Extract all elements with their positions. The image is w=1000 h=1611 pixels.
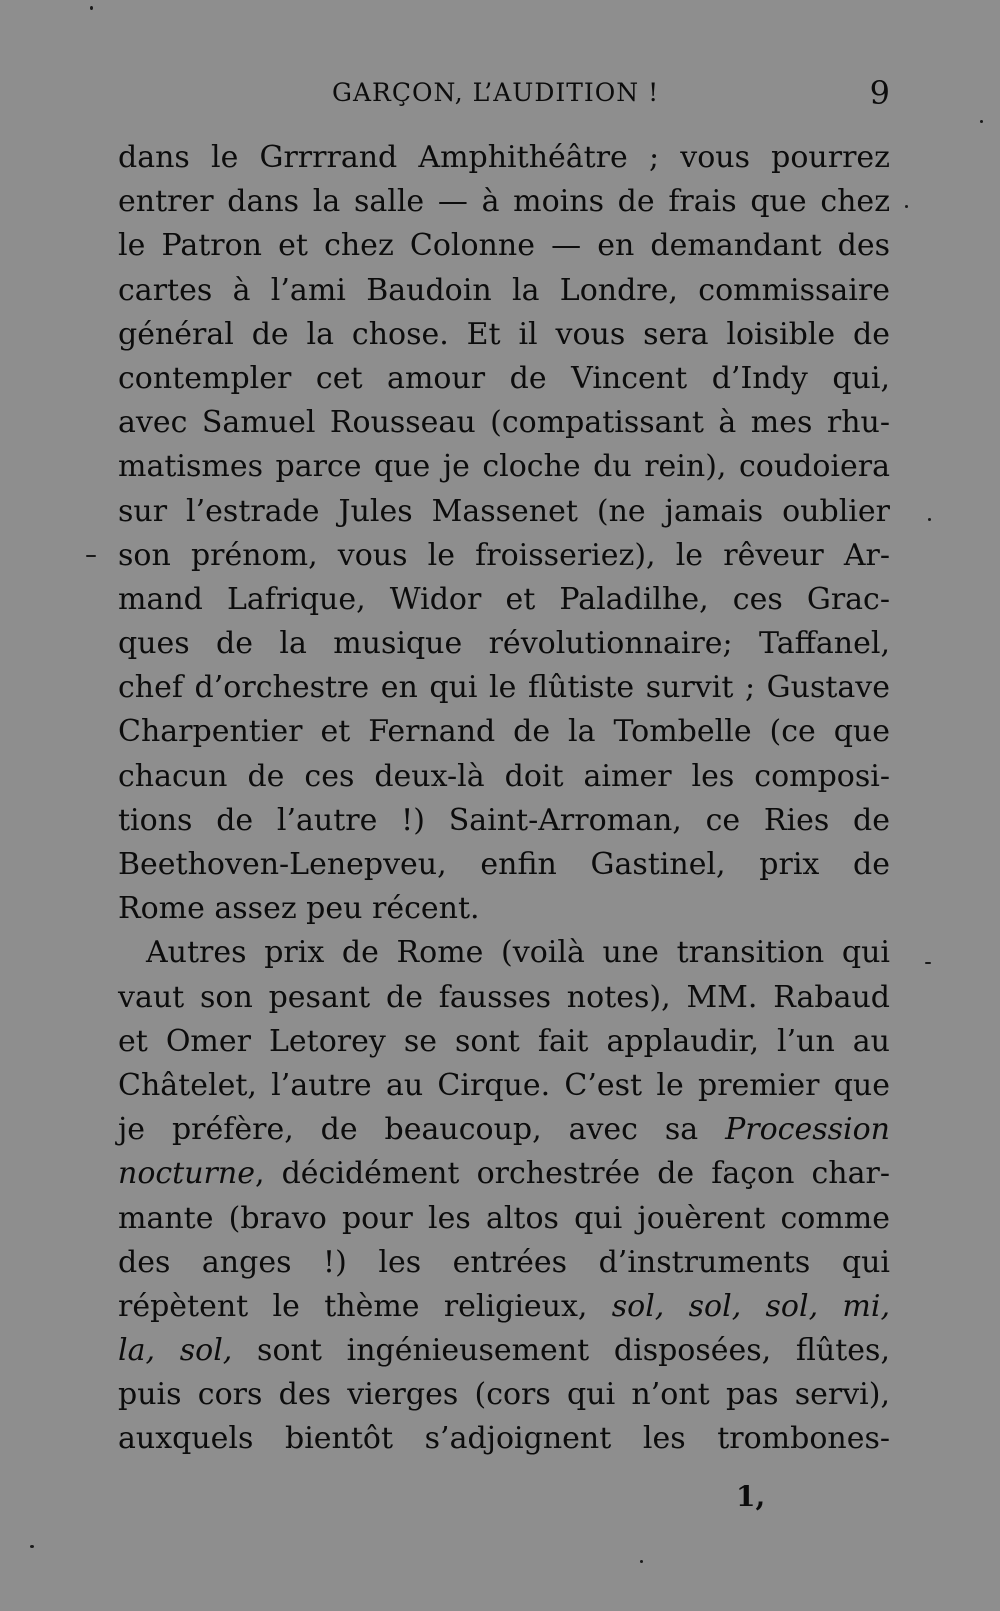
text-line: Beethoven-Lenepveu, enfin Gastinel, prix de [118, 847, 890, 882]
text-line: et Omer Letorey se sont fait applaudir, l’un au [118, 1023, 890, 1059]
text-line: des anges !) les entrées d’instruments qui [118, 1244, 890, 1280]
running-head [118, 74, 890, 114]
text-line: son prénom, vous le froisseriez), le rêveur Ar- [118, 537, 890, 573]
text-italic-notes: sol, sol, sol, mi, [611, 1288, 890, 1324]
text-line-mixed [118, 1108, 890, 1152]
text-line: avec Samuel Rousseau (compatissant à mes rhu- [118, 405, 890, 441]
scan-speck [925, 962, 931, 964]
text-italic-title: nocturne [118, 1156, 255, 1192]
text-line: entrer dans la salle — à moins de frais que chez [118, 184, 890, 220]
text-line: sur l’estrade Jules Massenet (ne jamais oublier [118, 493, 890, 529]
text-line: chef d’orchestre en qui le flûtiste survit ; Gustave [118, 670, 890, 706]
text-line: ques de la musique révolutionnaire; Taffanel, [118, 626, 890, 662]
scan-speck [90, 6, 93, 10]
body-text [118, 136, 890, 1462]
text-italic-title: Procession [725, 1112, 890, 1148]
running-title: GARÇON, L’AUDITION ! [332, 78, 660, 107]
text-line: Charpentier et Fernand de la Tombelle (ce que [118, 714, 890, 750]
text-roman: je préfère, de beaucoup, avec sa [118, 1112, 726, 1148]
text-line: cartes à l’ami Baudoin la Londre, commissaire [118, 272, 890, 308]
text-line: dans le Grrrrand Amphithéâtre ; vous pourrez [118, 140, 890, 175]
text-line: Châtelet, l’autre au Cirque. C’est le premier que [118, 1067, 890, 1103]
text-line: auxquels bientôt s’adjoignent les trombones- [118, 1421, 890, 1457]
text-line: vaut son pesant de fausses notes), MM. Rabaud [118, 979, 890, 1015]
page-number: 9 [869, 74, 890, 112]
text-line: mante (bravo pour les altos qui jouèrent comme [118, 1200, 890, 1236]
text-line: tions de l’autre !) Saint-Arroman, ce Ries de [118, 802, 890, 838]
text-roman: , décidément orchestrée de façon char- [254, 1156, 890, 1192]
text-line: le Patron et chez Colonne — en demandant des [118, 228, 890, 264]
scan-speck [905, 205, 908, 208]
scan-speck [980, 120, 983, 123]
text-italic-notes: la, sol, [118, 1333, 233, 1369]
text-line: général de la chose. Et il vous sera loisible de [118, 316, 890, 352]
text-line-mixed [118, 1329, 890, 1373]
text-line-mixed [118, 1285, 890, 1329]
scan-speck [928, 518, 931, 521]
text-line-mixed [118, 1152, 890, 1196]
text-line: matismes parce que je cloche du rein), coudoiera [118, 449, 890, 485]
signature-mark: 1, [736, 1480, 766, 1513]
text-roman: répètent le thème religieux, [118, 1288, 612, 1324]
text-roman: sont ingénieusement disposées, flûtes, [232, 1333, 890, 1369]
text-line: mand Lafrique, Widor et Paladilhe, ces Grac- [118, 581, 890, 617]
scan-speck [640, 1560, 643, 1563]
scan-speck [30, 1545, 34, 1548]
text-line-paragraph-end: Rome assez peu récent. [118, 891, 480, 927]
text-line: chacun de ces deux-là doit aimer les composi- [118, 758, 890, 794]
text-line: contempler cet amour de Vincent d’Indy qui, [118, 360, 890, 396]
text-line-paragraph-start: Autres prix de Rome (voilà une transition qui [146, 935, 890, 971]
text-line: puis cors des vierges (cors qui n’ont pas servi), [118, 1377, 890, 1413]
scan-speck [86, 555, 96, 557]
